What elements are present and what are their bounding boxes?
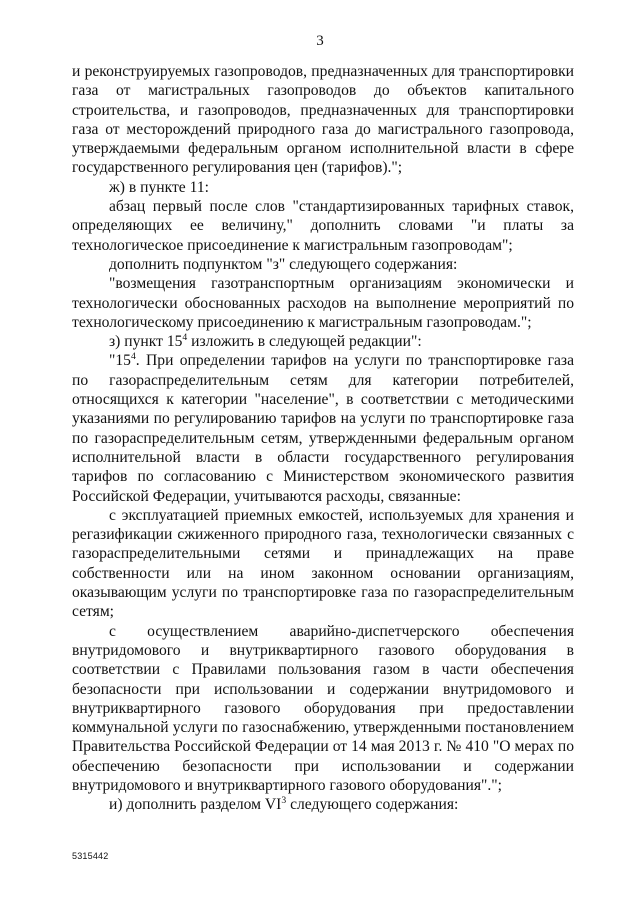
paragraph-p10 bbox=[72, 795, 574, 814]
paragraph-p3 bbox=[72, 197, 574, 255]
paragraph-p6 bbox=[72, 332, 574, 351]
superscript: 4 bbox=[182, 331, 188, 343]
paragraph-text: и реконструируемых газопроводов, предназначенных для транспортировки газа от магистральных газопроводов до объектов капитального строительства, и газопроводов, предназначенных для транспортировки газа от месторождений природного газа до магистрального газопровода, утверждаемыми федеральным органом исполнительной власти в сфере государственного регулирования цен (тарифов)."; bbox=[72, 63, 574, 177]
paragraph-text: абзац первый после слов "стандартизированных тарифных ставок, определяющих ее величину," дополнить словами "и платы за технологическое присоединение к магистральным газопроводам"; bbox=[72, 198, 574, 254]
paragraph-p7 bbox=[72, 351, 574, 505]
paragraph-text: с эксплуатацией приемных емкостей, используемых для хранения и регазификации сжиженного природного газа, технологически связанных с газораспределительными сетями и принадлежащих на праве собственности или на ином законном основании организациям, оказывающим услуги по транспортировке газа по газораспределительным сетям; bbox=[72, 506, 574, 621]
paragraph-p9 bbox=[72, 622, 574, 796]
superscript: 4 bbox=[130, 351, 136, 363]
paragraph-text: следующего содержания: bbox=[286, 796, 459, 814]
paragraph-text: з) пункт 15 bbox=[109, 333, 183, 351]
paragraph-p5 bbox=[72, 274, 574, 332]
paragraph-text: и) дополнить разделом VI bbox=[109, 796, 282, 814]
paragraph-text: "возмещения газотранспортным организациям экономически и технологически обоснованных расходов на выполнение мероприятий по технологическому присоединению к магистральным газопроводам."; bbox=[72, 275, 574, 331]
paragraph-text: ж) в пункте 11: bbox=[109, 178, 209, 196]
paragraph-p2 bbox=[72, 178, 574, 197]
document-body bbox=[72, 62, 574, 815]
paragraph-text: . При определении тарифов на услуги по транспортировке газа по газораспределительным сетям для категории потребителей, относящихся к категории "население", в соответствии с методическими указаниями по регулированию тарифов на услуги по транспортировке газа по газораспределительным сетям, утвержденными федеральным органом исполнительной власти в области государственного регулирования тарифов по согласованию с Министерством экономического развития Российской Федерации, учитываются расходы, связанные: bbox=[72, 352, 574, 505]
paragraph-p4 bbox=[72, 255, 574, 274]
paragraph-p1 bbox=[72, 62, 574, 178]
page-number: 3 bbox=[316, 33, 324, 49]
superscript: 3 bbox=[281, 795, 287, 807]
document-code: 5315442 bbox=[72, 851, 109, 861]
paragraph-text: изложить в следующей редакции": bbox=[187, 333, 422, 351]
paragraph-text: дополнить подпунктом "з" следующего содержания: bbox=[109, 255, 458, 273]
paragraph-text: с осуществлением аварийно-диспетчерского обеспечения внутридомового и внутриквартирного газового оборудования в соответствии с Правилами пользования газом в части обеспечения безопасности при использовании и содержании внутридомового и внутриквартирного газового оборудования при предоставлении коммунальной услуги по газоснабжению, утвержденными постановлением Правительства Российской Федерации от 14 мая 2013 г. № 410 "О мерах по обеспечению безопасности при использовании и содержании внутридомового и внутриквартирного газового оборудования"."; bbox=[72, 622, 574, 794]
paragraph-p8 bbox=[72, 506, 574, 622]
paragraph-text: "15 bbox=[109, 352, 131, 370]
